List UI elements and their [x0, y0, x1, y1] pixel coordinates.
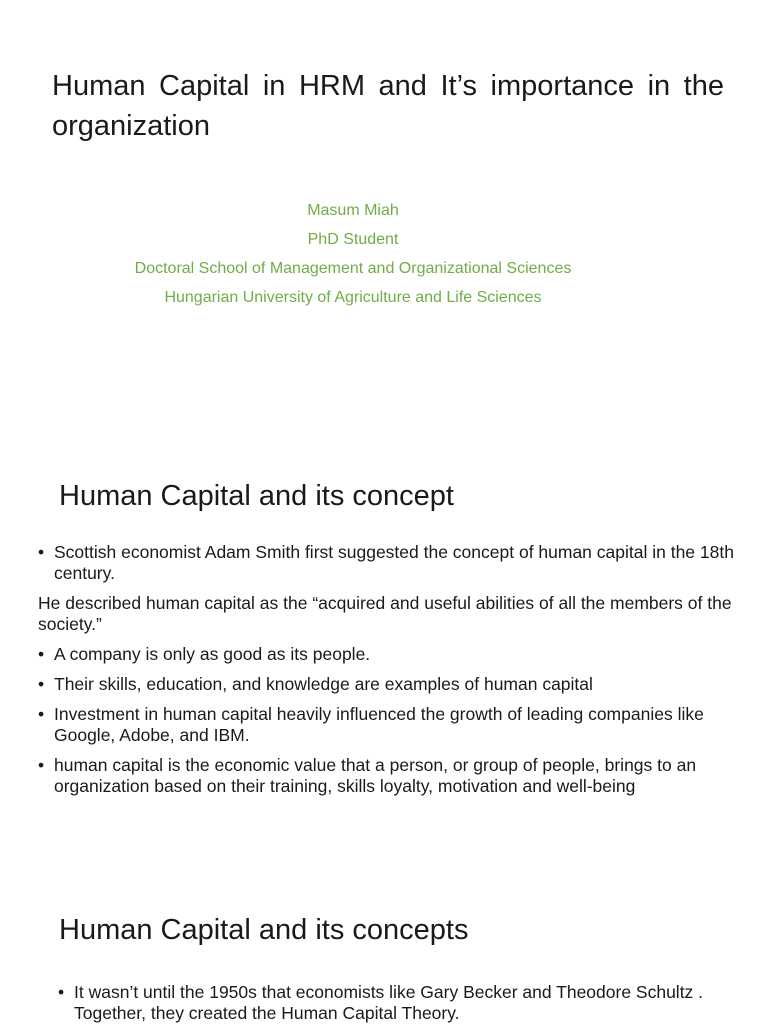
slide-title: Human Capital and its concept	[59, 480, 454, 512]
bullet-icon: •	[38, 542, 45, 562]
paragraph: He described human capital as the “acquired and useful abilities of all the members of the society.”	[38, 593, 732, 634]
list-item	[38, 644, 738, 665]
presentation-title: Human Capital in HRM and It’s importance in the organization	[52, 70, 724, 142]
bullet-icon: •	[38, 644, 45, 664]
slide-content	[38, 542, 738, 806]
list-item-text: A company is only as good as its people.	[54, 644, 371, 664]
list-item	[58, 982, 748, 1024]
list-item-text: human capital is the economic value that a person, or group of people, brings to an organization based on their training, skills loyalty, motivation and well-being	[54, 755, 697, 796]
list-item	[38, 542, 738, 584]
bullet-icon: •	[38, 704, 45, 724]
list-item-text: Their skills, education, and knowledge are examples of human capital	[54, 674, 593, 694]
list-item-text: Scottish economist Adam Smith first suggested the concept of human capital in the 18th century.	[54, 542, 734, 583]
author-university: Hungarian University of Agriculture and Life Sciences	[164, 289, 542, 306]
author-name: Masum Miah	[307, 202, 399, 219]
author-position: PhD Student	[307, 231, 399, 248]
list-item	[38, 674, 738, 695]
bullet-icon: •	[38, 755, 45, 775]
title-slide	[0, 0, 768, 432]
author-school: Doctoral School of Management and Organizational Sciences	[134, 260, 572, 277]
list-item-text: It wasn’t until the 1950s that economists like Gary Becker and Theodore Schultz . Together, they created the Human Capital Theory.	[74, 982, 704, 1023]
bullet-icon: •	[58, 982, 65, 1002]
list-item	[38, 704, 738, 746]
concepts-slide	[0, 864, 768, 1024]
list-item	[38, 755, 738, 797]
bullet-icon: •	[38, 674, 45, 694]
slide-content	[58, 982, 748, 1024]
concept-slide	[0, 432, 768, 864]
slide-title: Human Capital and its concepts	[59, 914, 469, 946]
author-block	[0, 196, 706, 312]
list-item-text: Investment in human capital heavily influenced the growth of leading companies like Google, Adobe, and IBM.	[54, 704, 704, 745]
